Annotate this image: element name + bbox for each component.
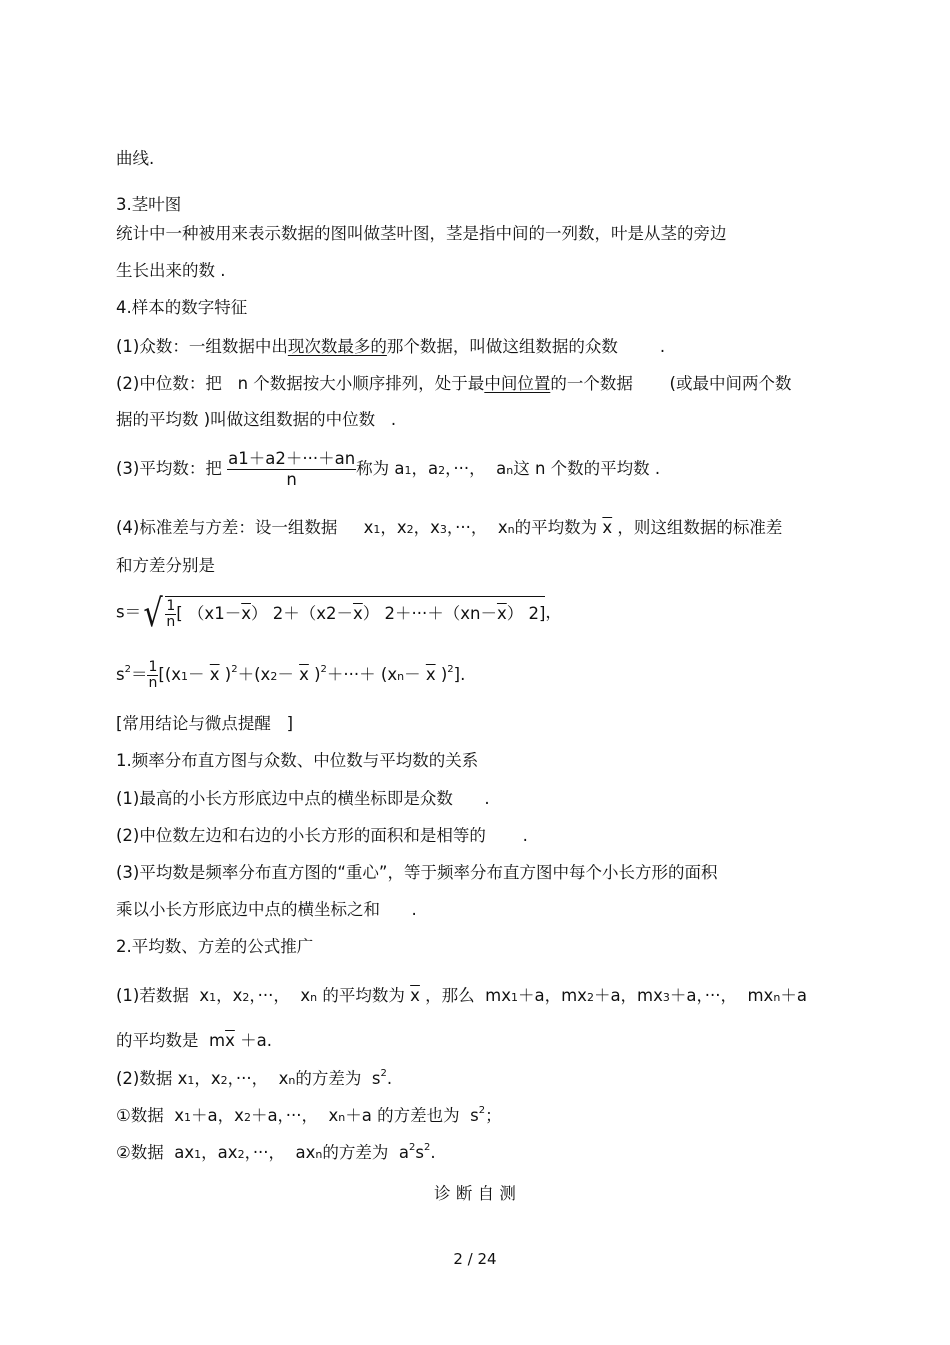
text-line: (3)平均数是频率分布直方图的“重心”，等于频率分布直方图中每个小长方形的面积 <box>116 863 718 882</box>
tip2-scale: ②数据 ax1，ax2，···， axn的方差为 $a^2s^2$. <box>116 1142 436 1162</box>
sqrt-icon: √ <box>143 591 163 635</box>
mean-definition: (3)平均数：把 $\frac{a1+a2+\cdot\cdot\cdot+an}{n}$ 称为 a1，a2，···， an这 n 个数的平均数 . <box>116 449 661 489</box>
text-line: 乘以小长方形底边中点的横坐标之和 . <box>116 900 417 919</box>
text-line: 和方差分别是 <box>116 556 215 575</box>
std-formula: s＝√ $\frac{1}{n}$ [ $(x1-\overline{x})$ $2+(x2-\overline{x})$ $2+\cdot\cdot\cdot+(xn-\overline{x})$ 2]， <box>116 591 562 635</box>
tip2-mean: (1)若数据 x1，x2，···， xn 的平均数为 $\overline{x}$ ，那么 mx1＋a，mx2＋a，mx3＋a，···， mxn＋a <box>116 986 807 1005</box>
tip1-title: 1.频率分布直方图与众数、中位数与平均数的关系 <box>116 751 479 770</box>
text-line: 的平均数是 $m\overline{x} +a$. <box>116 1031 272 1050</box>
self-test-heading: 诊 断 自 测 <box>434 1184 516 1203</box>
mode-definition: (1)众数：一组数据中出现次数最多的那个数据，叫做这组数据的众数 . <box>116 337 666 356</box>
text-line: 曲线. <box>116 149 155 168</box>
tips-title: [常用结论与微点提醒 ] <box>116 714 294 733</box>
median-definition: (2)中位数：把 n 个数据按大小顺序排列，处于最中间位置的一个数据 (或最中间两个数 <box>116 374 792 393</box>
text-line: (1)最高的小长方形底边中点的横坐标即是众数 . <box>116 789 490 808</box>
text-line: 生长出来的数 . <box>116 261 226 280</box>
std-definition: (4)标准差与方差：设一组数据 x1，x2，x3，···， xn的平均数为 $\overline{x}$ ，则这组数据的标准差 <box>116 518 783 537</box>
tip2-title: 2.平均数、方差的公式推广 <box>116 937 314 956</box>
tip2-shift: ①数据 x1＋a，x2＋a，···， xn＋a 的方差也为 $s^2$； <box>116 1105 502 1125</box>
variance-formula: $s^2=$ $\frac{1}{n}$ [($x1- \overline{x}$ )$^2+(x2- \overline{x}$ )$^2+\cdot\cdot\cdot+ (xn- \overline{x}$ )$^2$]. <box>116 659 466 691</box>
page-number: 2 / 24 <box>453 1250 497 1268</box>
section-title-features: 4.样本的数字特征 <box>116 298 248 317</box>
radicand: $\frac{1}{n}$ [ $(x1-\overline{x})$ $2+(x2-\overline{x})$ $2+\cdot\cdot\cdot+(xn-\overline{x})$ 2] <box>166 598 546 630</box>
text-line: (2)中位数左边和右边的小长方形的面积和是相等的 . <box>116 826 528 845</box>
mean-fraction: $\frac{a1+a2+\cdot\cdot\cdot+an}{n}$ <box>228 449 356 489</box>
text-line: 据的平均数 )叫做这组数据的中位数 . <box>116 410 397 429</box>
text-line: 统计中一种被用来表示数据的图叫做茎叶图，茎是指中间的一列数，叶是从茎的旁边 <box>116 224 727 243</box>
tip2-variance: (2)数据 x1，x2，···， xn的方差为 $s^2$. <box>116 1068 393 1088</box>
section-title-stem-leaf: 3.茎叶图 <box>116 195 182 214</box>
